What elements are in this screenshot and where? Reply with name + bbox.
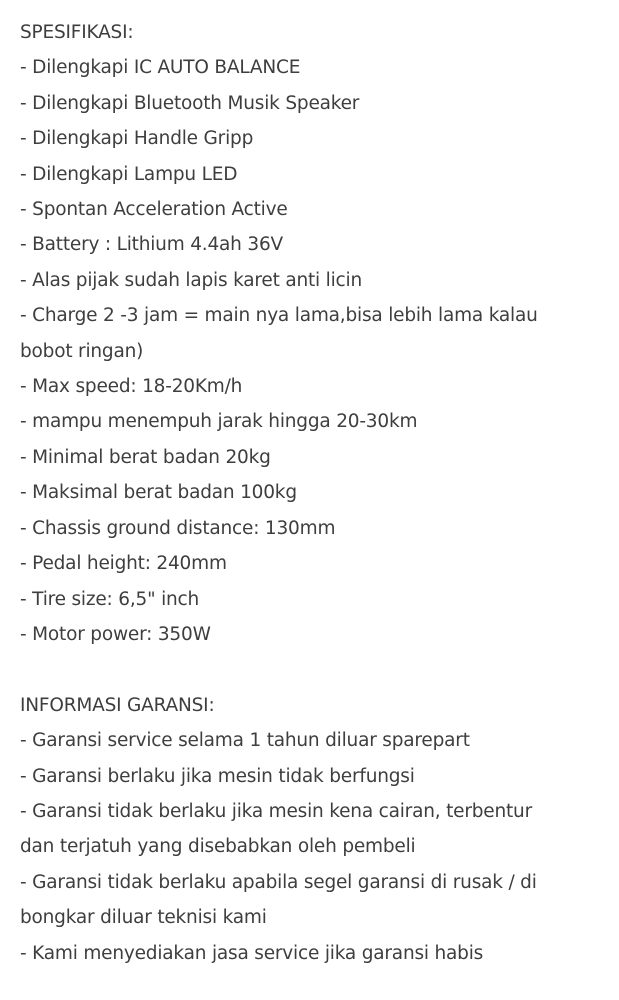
spec-line: bobot ringan) <box>20 340 144 362</box>
spec-line: - Dilengkapi Lampu LED <box>20 163 238 185</box>
spec-line: - mampu menempuh jarak hingga 20-30km <box>20 411 418 433</box>
spec-line: - Battery : Lithium 4.4ah 36V <box>20 234 283 256</box>
spesifikasi-heading: SPESIFIKASI: <box>20 22 134 43</box>
spesifikasi-section <box>20 15 607 652</box>
spec-line: - Dilengkapi Bluetooth Musik Speaker <box>20 92 360 114</box>
garansi-line: bongkar diluar teknisi kami <box>20 907 267 929</box>
spec-line: - Tire size: 6,5" inch <box>20 588 200 610</box>
section-gap <box>20 652 607 687</box>
garansi-line: - Garansi service selama 1 tahun diluar sparepart <box>20 730 470 752</box>
garansi-heading: INFORMASI GARANSI: <box>20 694 215 716</box>
garansi-section <box>20 688 607 971</box>
garansi-line: - Garansi tidak berlaku apabila segel garansi di rusak / di <box>20 871 537 893</box>
spec-line: - Motor power: 350W <box>20 623 211 645</box>
spec-line: - Dilengkapi Handle Gripp <box>20 128 254 150</box>
spec-line: - Max speed: 18-20Km/h <box>20 376 243 398</box>
garansi-line: - Garansi tidak berlaku jika mesin kena cairan, terbentur <box>20 800 532 822</box>
spec-line: - Pedal height: 240mm <box>20 553 227 575</box>
spec-line: - Minimal berat badan 20kg <box>20 446 271 468</box>
garansi-line: - Garansi berlaku jika mesin tidak berfungsi <box>20 765 415 787</box>
spec-line: - Charge 2 -3 jam = main nya lama,bisa lebih lama kalau <box>20 305 538 327</box>
garansi-line: - Kami menyediakan jasa service jika garansi habis <box>20 942 484 964</box>
garansi-line: dan terjatuh yang disebabkan oleh pembeli <box>20 836 416 858</box>
spec-line: - Maksimal berat badan 100kg <box>20 482 297 504</box>
spec-line: - Alas pijak sudah lapis karet anti licin <box>20 269 362 291</box>
spec-line: - Spontan Acceleration Active <box>20 199 288 221</box>
spec-line: - Dilengkapi IC AUTO BALANCE <box>20 57 301 79</box>
spec-line: - Chassis ground distance: 130mm <box>20 517 336 539</box>
